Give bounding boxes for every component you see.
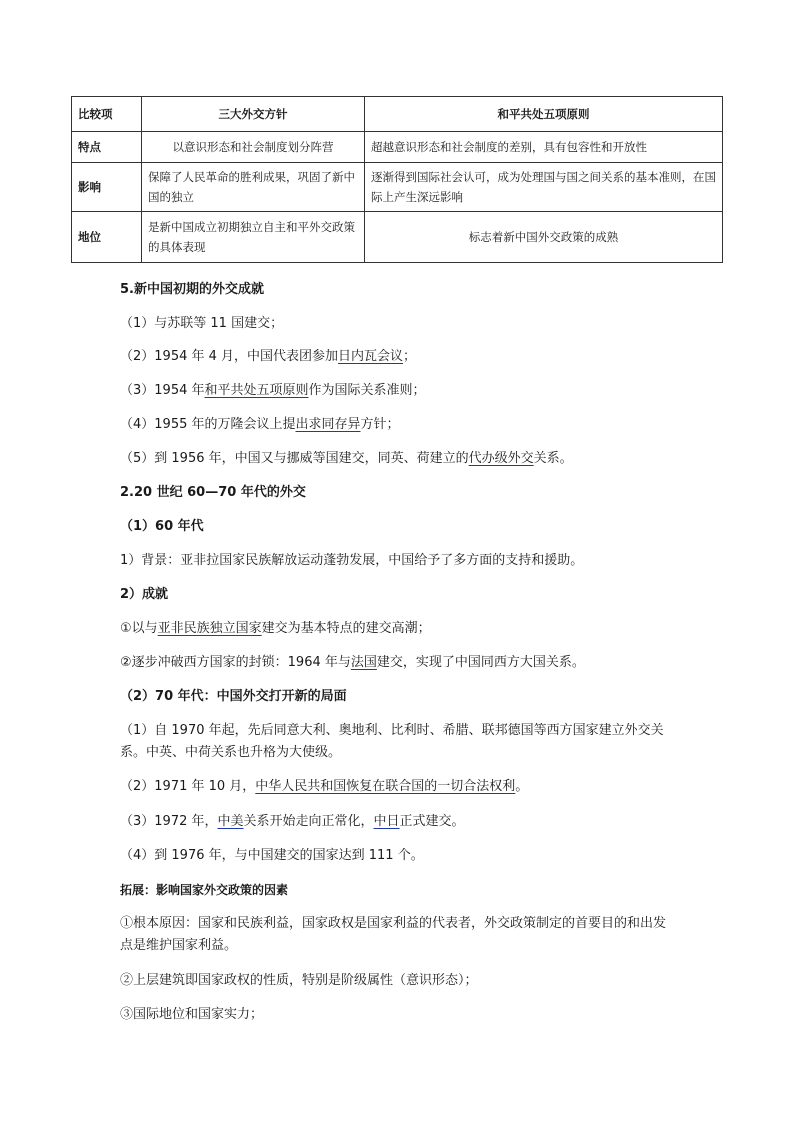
list-item: （2）1971 年 10 月，中华人民共和国恢复在联合国的一切合法权利。 [120, 779, 529, 794]
list-item: （4）到 1976 年，与中国建交的国家达到 111 个。 [120, 848, 424, 863]
list-item: （2）1954 年 4 月，中国代表团参加日内瓦会议； [120, 349, 417, 364]
cell: 标志着新中国外交政策的成熟 [365, 212, 723, 263]
cell: 保障了人民革命的胜利成果，巩固了新中国的独立 [142, 163, 365, 212]
extension-title: 拓展：影响国家外交政策的因素 [120, 883, 289, 897]
extension-item: ②上层建筑即国家政权的性质，特别是阶级属性（意识形态）； [120, 973, 478, 988]
header-compare-item: 比较项 [72, 97, 142, 132]
extension-item: ①根本原因：国家和民族利益，国家政权是国家利益的代表者，外交政策制定的首要目的和出发点是维护国家利益。 [120, 916, 667, 953]
underlined-term: 和平共处五项原则 [204, 383, 309, 398]
row-label: 地位 [72, 212, 142, 263]
cell: 逐渐得到国际社会认可，成为处理国与国之间关系的基本准则，在国际上产生深远影响 [365, 163, 723, 212]
list-item: （5）到 1956 年，中国又与挪威等国建交，同英、荷建立的代办级外交关系。 [120, 451, 573, 466]
section-5-title: 5.新中国初期的外交成就 [120, 282, 264, 297]
header-three-policies: 三大外交方针 [142, 97, 365, 132]
background-text: 1）背景：亚非拉国家民族解放运动蓬勃发展，中国给予了多方面的支持和援助。 [120, 553, 584, 568]
subsection-60s: （1）60 年代 [120, 519, 204, 534]
section-2-title: 2.20 世纪 60—70 年代的外交 [120, 485, 306, 500]
underlined-term: 出求同存异 [295, 417, 361, 432]
list-item: ①以与亚非民族独立国家建交为基本特点的建交高潮； [120, 621, 431, 636]
underlined-term: 日内瓦会议 [338, 349, 404, 364]
row-label: 特点 [72, 132, 142, 163]
table-row [72, 163, 723, 212]
table-row [72, 132, 723, 163]
list-item: （4）1955 年的万隆会议上提出求同存异方针； [120, 417, 400, 432]
underlined-term: 代办级外交 [468, 451, 534, 466]
subsection-70s: （2）70 年代：中国外交打开新的局面 [120, 689, 347, 704]
table-header-row [72, 97, 723, 132]
list-item: （1）与苏联等 11 国建交； [120, 316, 284, 331]
extension-item: ③国际地位和国家实力； [120, 1007, 264, 1022]
comparison-table [71, 96, 723, 263]
underlined-term: 中日 [373, 814, 400, 829]
cell: 超越意识形态和社会制度的差别，具有包容性和开放性 [365, 132, 723, 163]
list-item: （3）1954 年和平共处五项原则作为国际关系准则； [120, 383, 426, 398]
cell: 以意识形态和社会制度划分阵营 [142, 132, 365, 163]
underlined-term: 中美 [217, 814, 244, 829]
underlined-term: 中华人民共和国恢复在联合国的一切合法权利 [255, 779, 516, 794]
header-five-principles: 和平共处五项原则 [365, 97, 723, 132]
underlined-term: 法国 [350, 655, 377, 670]
row-label: 影响 [72, 163, 142, 212]
list-item: （1）自 1970 年起，先后同意大利、奥地利、比利时、希腊、联邦德国等西方国家建立外交关系。中英、中荷关系也升格为大使级。 [120, 723, 664, 760]
underlined-term: 亚非民族独立国家 [157, 621, 262, 636]
cell: 是新中国成立初期独立自主和平外交政策的具体表现 [142, 212, 365, 263]
achievements-label: 2）成就 [120, 587, 169, 602]
table-row [72, 212, 723, 263]
list-item: （3）1972 年，中美关系开始走向正常化，中日正式建交。 [120, 814, 465, 829]
list-item: ②逐步冲破西方国家的封锁：1964 年与法国建交，实现了中国同西方大国关系。 [120, 655, 585, 670]
